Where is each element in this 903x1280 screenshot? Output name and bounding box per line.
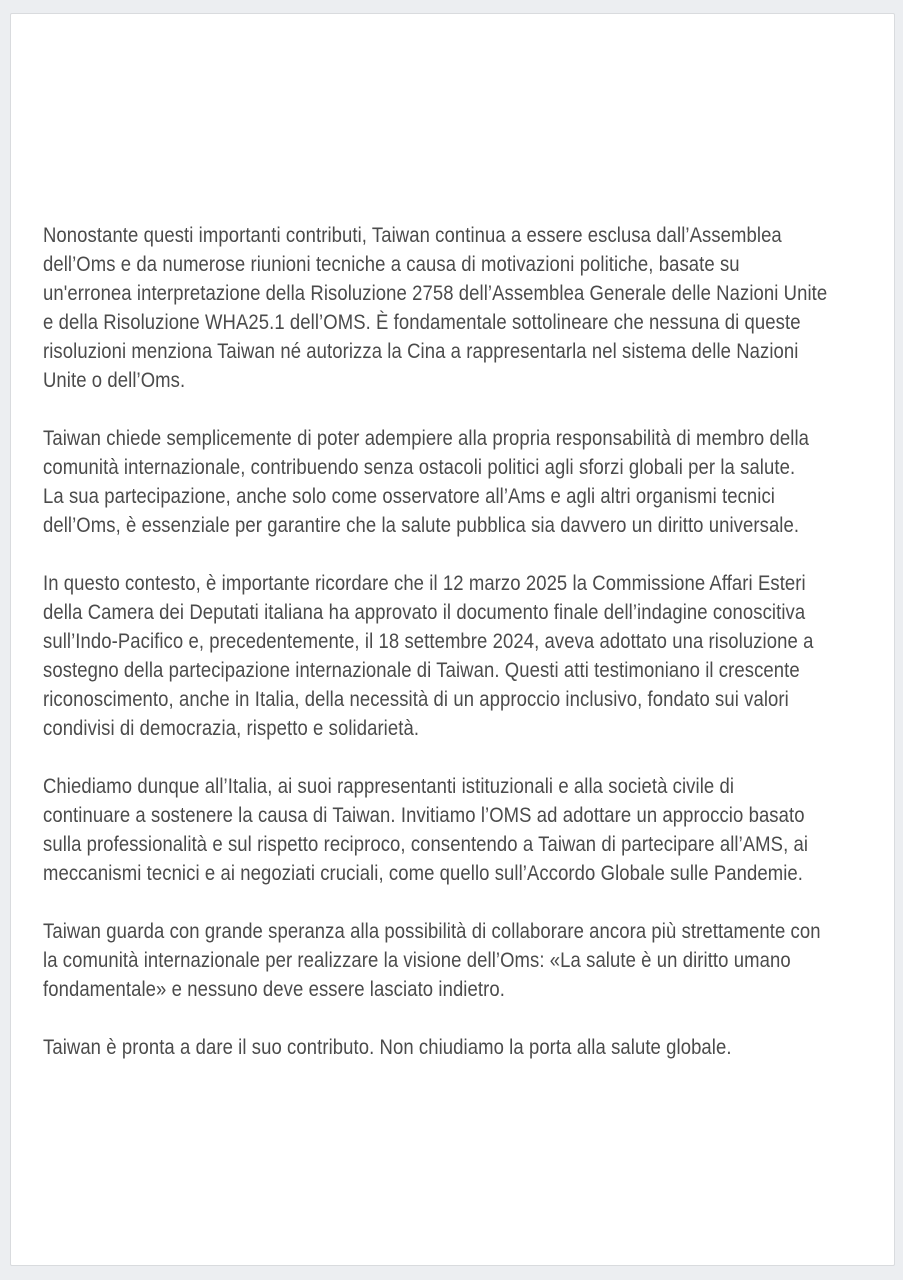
document-body [43, 221, 867, 1091]
text-line: un'erronea interpretazione della Risoluzione 2758 dell’Assemblea Generale delle Nazioni Unite [43, 282, 828, 305]
text-line: risoluzioni menziona Taiwan né autorizza la Cina a rappresentarla nel sistema delle Nazioni [43, 340, 799, 363]
text-line: meccanismi tecnici e ai negoziati cruciali, come quello sull’Accordo Globale sulle Pandemie. [43, 862, 803, 885]
text-line: la comunità internazionale per realizzare la visione dell’Oms: «La salute è un diritto umano [43, 949, 791, 972]
text-line: della Camera dei Deputati italiana ha approvato il documento finale dell’indagine conoscitiva [43, 601, 806, 624]
text-line: dell’Oms e da numerose riunioni tecniche a causa di motivazioni politiche, basate su [43, 253, 740, 276]
paragraph [43, 1033, 867, 1062]
text-line: In questo contesto, è importante ricordare che il 12 marzo 2025 la Commissione Affari Esteri [43, 572, 806, 595]
document-page [10, 13, 895, 1266]
text-line: sull’Indo-Pacifico e, precedentemente, il 18 settembre 2024, aveva adottato una risoluzione a [43, 630, 814, 653]
text-line: Nonostante questi importanti contributi, Taiwan continua a essere esclusa dall’Assemblea [43, 224, 782, 247]
text-line: fondamentale» e nessuno deve essere lasciato indietro. [43, 978, 505, 1001]
text-line: continuare a sostenere la causa di Taiwan. Invitiamo l’OMS ad adottare un approccio basato [43, 804, 805, 827]
text-line: dell’Oms, è essenziale per garantire che la salute pubblica sia davvero un diritto universale. [43, 514, 800, 537]
text-line: condivisi di democrazia, rispetto e solidarietà. [43, 717, 420, 740]
text-line: Taiwan è pronta a dare il suo contributo. Non chiudiamo la porta alla salute globale. [43, 1036, 732, 1059]
paragraph [43, 569, 867, 743]
text-line: comunità internazionale, contribuendo senza ostacoli politici agli sforzi globali per la salute. [43, 456, 796, 479]
paragraph [43, 221, 867, 395]
text-line: Unite o dell’Oms. [43, 369, 186, 392]
text-line: Chiediamo dunque all’Italia, ai suoi rappresentanti istituzionali e alla società civile di [43, 775, 735, 798]
text-line: sulla professionalità e sul rispetto reciproco, consentendo a Taiwan di partecipare all’AMS, ai [43, 833, 809, 856]
paragraph [43, 917, 867, 1004]
text-line: Taiwan guarda con grande speranza alla possibilità di collaborare ancora più strettamente con [43, 920, 821, 943]
text-line: La sua partecipazione, anche solo come osservatore all’Ams e agli altri organismi tecnici [43, 485, 775, 508]
paragraph [43, 424, 867, 540]
text-line: riconoscimento, anche in Italia, della necessità di un approccio inclusivo, fondato sui valori [43, 688, 789, 711]
text-line: e della Risoluzione WHA25.1 dell’OMS. È fondamentale sottolineare che nessuna di queste [43, 311, 801, 334]
paragraph [43, 772, 867, 888]
text-line: sostegno della partecipazione internazionale di Taiwan. Questi atti testimoniano il crescente [43, 659, 800, 682]
text-line: Taiwan chiede semplicemente di poter adempiere alla propria responsabilità di membro della [43, 427, 810, 450]
